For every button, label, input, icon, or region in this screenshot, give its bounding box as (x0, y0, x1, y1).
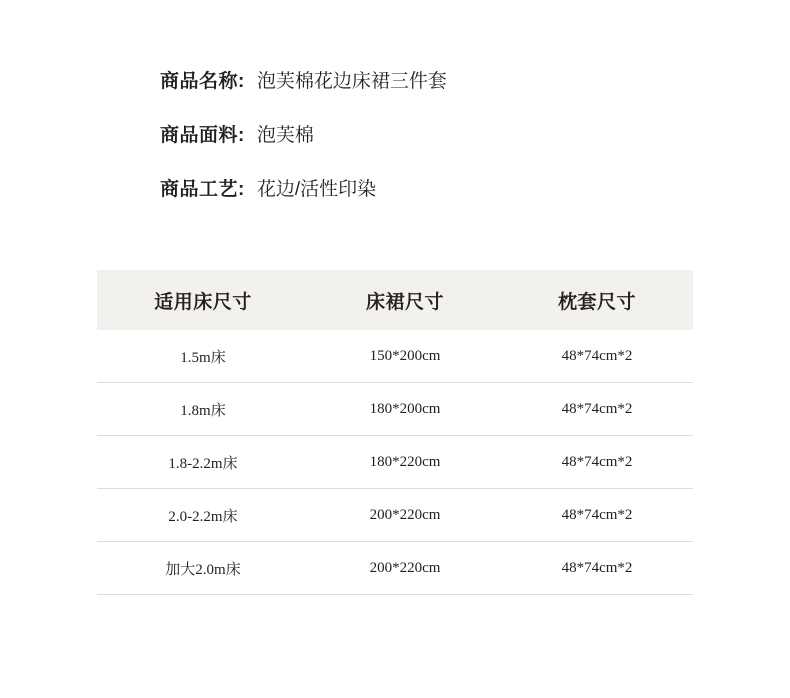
cell-pillow-size: 48*74cm*2 (501, 489, 693, 542)
spec-list (160, 66, 720, 228)
spec-value-craft: 花边/活性印染 (256, 179, 377, 200)
spec-row-craft (160, 174, 720, 201)
spec-label-fabric: 商品面料: (160, 125, 245, 146)
table-row (97, 383, 693, 436)
cell-bed-size: 1.5m床 (97, 330, 309, 383)
cell-bed-size: 1.8m床 (97, 383, 309, 436)
cell-skirt-size: 180*200cm (309, 383, 501, 436)
cell-pillow-size: 48*74cm*2 (501, 383, 693, 436)
column-header-pillow-size: 枕套尺寸 (557, 292, 636, 313)
cell-skirt-size: 200*220cm (309, 542, 501, 595)
spec-row-fabric (160, 120, 720, 147)
table-header-row (97, 270, 693, 330)
spec-row-name (160, 66, 720, 93)
cell-bed-size: 加大2.0m床 (97, 542, 309, 595)
table-row (97, 542, 693, 595)
size-table (97, 270, 693, 595)
cell-bed-size: 2.0-2.2m床 (97, 489, 309, 542)
spec-label-name: 商品名称: (160, 71, 245, 92)
cell-skirt-size: 200*220cm (309, 489, 501, 542)
size-table-head (97, 270, 693, 330)
size-table-body (97, 330, 693, 595)
cell-skirt-size: 180*220cm (309, 436, 501, 489)
column-header-bed-size: 适用床尺寸 (154, 292, 252, 313)
table-row (97, 330, 693, 383)
cell-pillow-size: 48*74cm*2 (501, 330, 693, 383)
spec-label-craft: 商品工艺: (160, 179, 245, 200)
cell-bed-size: 1.8-2.2m床 (97, 436, 309, 489)
spec-value-name: 泡芙棉花边床裙三件套 (256, 71, 447, 92)
cell-pillow-size: 48*74cm*2 (501, 542, 693, 595)
cell-pillow-size: 48*74cm*2 (501, 436, 693, 489)
cell-skirt-size: 150*200cm (309, 330, 501, 383)
table-row (97, 489, 693, 542)
table-row (97, 436, 693, 489)
spec-value-fabric: 泡芙棉 (256, 125, 314, 146)
column-header-skirt-size: 床裙尺寸 (365, 292, 444, 313)
